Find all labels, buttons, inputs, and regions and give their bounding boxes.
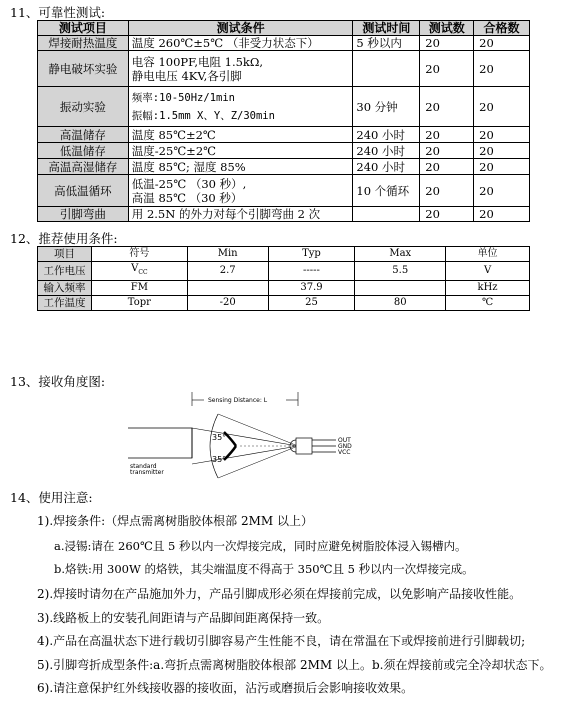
param-item: 输入频率	[38, 281, 92, 296]
test-time: 10 个循环	[353, 175, 420, 207]
table-row	[38, 262, 530, 281]
table-row	[38, 36, 530, 51]
test-count: 20	[420, 51, 474, 87]
test-count: 20	[420, 87, 474, 127]
pass-count: 20	[474, 36, 530, 51]
note-5: 5).引脚弯折成型条件:a.弯折点需离树脂胶体根部 2MM 以上。b.须在焊接前或完全冷却状态下。	[37, 658, 552, 672]
table-row	[38, 143, 530, 159]
recommended-conditions-table	[37, 246, 530, 311]
param-unit: kHz	[446, 281, 530, 296]
section-11-title: 11、可靠性测试:	[10, 5, 106, 20]
test-time: 5 秒以内	[353, 36, 420, 51]
header-cell: 测试时间	[353, 21, 420, 36]
note-1: 1).焊接条件:（焊点需离树脂胶体根部 2MM 以上）	[37, 514, 314, 528]
table-row	[38, 127, 530, 143]
param-item: 工作温度	[38, 296, 92, 311]
section-13-title: 13、接收角度图:	[10, 374, 106, 389]
header-cell: 项目	[38, 247, 92, 262]
section-12-title: 12、推荐使用条件:	[10, 231, 118, 246]
note-1b: b.烙铁:用 300W 的烙铁，其尖端温度不得高于 350℃且 5 秒以内一次焊接完成。	[54, 562, 474, 576]
test-item: 高温高湿储存	[38, 159, 129, 175]
note-1a: a.浸锡:请在 260℃且 5 秒以内一次焊接完成，同时应避免树脂胶体浸入锡槽内。	[54, 539, 467, 553]
note-4: 4).产品在高温状态下进行载切引脚容易产生性能不良，请在常温在下或焊接前进行引脚载切;	[37, 634, 526, 648]
note-2: 2).焊接时请勿在产品施加外力，产品引脚成形必须在焊接前完成，以免影响产品接收性能。	[37, 587, 522, 601]
pass-count: 20	[474, 143, 530, 159]
pass-count: 20	[474, 127, 530, 143]
test-count: 20	[420, 36, 474, 51]
test-condition: 温度 260℃±5℃ （非受力状态下）	[128, 36, 353, 51]
test-item: 焊接耐热温度	[38, 36, 129, 51]
table-row	[38, 175, 530, 207]
param-typ: -----	[268, 262, 355, 281]
test-count: 20	[420, 175, 474, 207]
test-count: 20	[420, 207, 474, 222]
table-header-row	[38, 21, 530, 36]
transmitter-label: transmitter	[130, 469, 164, 476]
param-unit: V	[446, 262, 530, 281]
header-cell: Max	[355, 247, 446, 262]
test-item: 高温储存	[38, 127, 129, 143]
pass-count: 20	[474, 87, 530, 127]
param-max	[355, 281, 446, 296]
test-time	[353, 51, 420, 87]
param-unit: ℃	[446, 296, 530, 311]
param-item: 工作电压	[38, 262, 92, 281]
pass-count: 20	[474, 51, 530, 87]
pin-gnd-label: GND	[338, 443, 352, 450]
table-row	[38, 296, 530, 311]
table-row	[38, 51, 530, 87]
test-item: 低温储存	[38, 143, 129, 159]
pass-count: 20	[474, 207, 530, 222]
test-condition: 用 2.5N 的外力对每个引脚弯曲 2 次	[128, 207, 353, 222]
pin-vcc-label: VCC	[338, 449, 351, 456]
test-condition: 温度-25℃±2℃	[128, 143, 353, 159]
header-cell: 测试条件	[128, 21, 353, 36]
test-item: 高低温循环	[38, 175, 129, 207]
test-count: 20	[420, 127, 474, 143]
test-condition: 温度 85℃; 湿度 85%	[128, 159, 353, 175]
param-typ: 37.9	[268, 281, 355, 296]
table-row	[38, 207, 530, 222]
sensing-distance-label: Sensing Distance: L	[208, 397, 268, 404]
test-condition: 低温-25℃ （30 秒）, 高温 85℃ （30 秒）	[128, 175, 353, 207]
param-min: 2.7	[187, 262, 268, 281]
pin-out-label: OUT	[338, 437, 351, 444]
param-symbol: Topr	[91, 296, 187, 311]
header-cell: Min	[187, 247, 268, 262]
test-time: 240 小时	[353, 143, 420, 159]
test-condition: 温度 85℃±2℃	[128, 127, 353, 143]
param-typ: 25	[268, 296, 355, 311]
param-symbol: FM	[91, 281, 187, 296]
test-time	[353, 207, 420, 222]
header-cell: 单位	[446, 247, 530, 262]
param-max: 5.5	[355, 262, 446, 281]
test-count: 20	[420, 159, 474, 175]
note-3: 3).线路板上的安装孔间距请与产品脚间距离保持一致。	[37, 611, 330, 625]
pass-count: 20	[474, 175, 530, 207]
table-row	[38, 87, 530, 127]
angle-top-label: 35°	[212, 433, 227, 442]
note-6: 6).请注意保护红外线接收器的接收面，沾污或磨损后会影响接收效果。	[37, 681, 414, 695]
test-item: 振动实验	[38, 87, 129, 127]
test-item: 引脚弯曲	[38, 207, 129, 222]
param-max: 80	[355, 296, 446, 311]
section-14-title: 14、使用注意:	[10, 490, 93, 505]
test-count: 20	[420, 143, 474, 159]
header-cell: Typ	[268, 247, 355, 262]
test-condition: 频率:10-50Hz/1min 振幅:1.5mm X、Y、Z/30min	[128, 87, 353, 127]
param-min	[187, 281, 268, 296]
test-time: 30 分钟	[353, 87, 420, 127]
reception-angle-diagram	[120, 388, 360, 480]
table-row	[38, 159, 530, 175]
table-row	[38, 281, 530, 296]
angle-bottom-label: 35°	[212, 455, 227, 464]
test-item: 静电破坏实验	[38, 51, 129, 87]
header-cell: 符号	[91, 247, 187, 262]
transmitter-label: standard	[130, 463, 157, 470]
pass-count: 20	[474, 159, 530, 175]
reliability-test-table	[37, 20, 530, 222]
table-header-row	[38, 247, 530, 262]
test-condition: 电容 100PF,电阻 1.5kΩ, 静电电压 4KV,各引脚	[128, 51, 353, 87]
header-cell: 合格数	[474, 21, 530, 36]
test-time: 240 小时	[353, 127, 420, 143]
param-symbol: $V_{CC}$	[91, 262, 187, 281]
test-time: 240 小时	[353, 159, 420, 175]
param-min: -20	[187, 296, 268, 311]
header-cell: 测试数	[420, 21, 474, 36]
header-cell: 测试项目	[38, 21, 129, 36]
